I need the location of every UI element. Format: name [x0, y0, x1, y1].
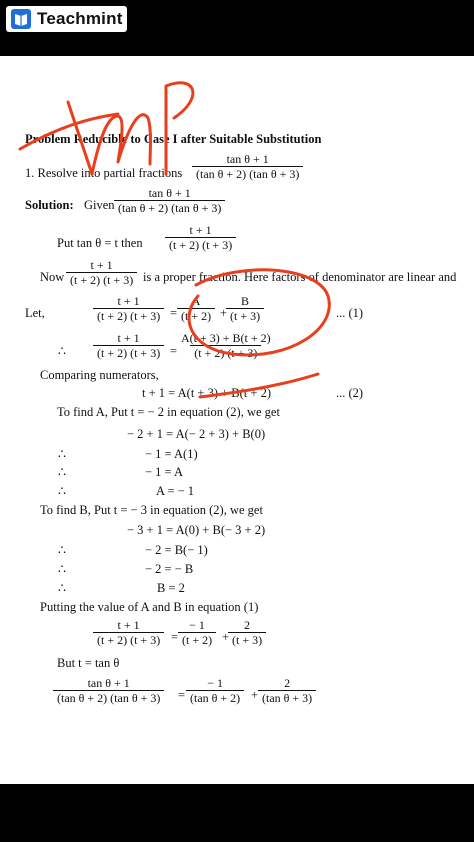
- find-a-text: To find A, Put t = − 2 in equation (2), we get: [57, 405, 280, 419]
- therefore-symbol: ∴: [58, 344, 66, 358]
- final-fraction-b: [258, 677, 316, 705]
- fraction-numerator: t + 1: [117, 331, 140, 345]
- fraction-denominator: (tan θ + 2): [186, 690, 244, 705]
- fraction-numerator: tan θ + 1: [148, 186, 191, 200]
- fraction-numerator: − 1: [207, 676, 223, 690]
- fraction-numerator: t + 1: [117, 618, 140, 632]
- therefore-symbol: ∴: [58, 562, 66, 576]
- fraction-denominator: (t + 2) (t + 3): [93, 632, 164, 647]
- substitution-text: Put tan θ = t then: [57, 236, 143, 250]
- let-fraction-a: [177, 295, 215, 323]
- therefore-symbol: ∴: [58, 543, 66, 557]
- top-bar: [0, 0, 474, 56]
- fraction-denominator: (t + 2) (t + 3): [93, 308, 164, 323]
- fraction-denominator: (tan θ + 2) (tan θ + 3): [192, 166, 303, 181]
- question-fraction: [192, 153, 303, 181]
- fraction-denominator: (t + 2) (t + 3): [165, 237, 236, 252]
- therefore-symbol: ∴: [58, 465, 66, 479]
- find-b-result: B = 2: [157, 581, 185, 595]
- document-page: [0, 56, 474, 784]
- fraction-denominator: (tan θ + 2) (tan θ + 3): [114, 200, 225, 215]
- find-a-step-2: − 1 = A(1): [145, 447, 198, 461]
- problem-title: Problem Reducible to Case I after Suitable Substitution: [25, 132, 322, 146]
- find-a-result: A = − 1: [156, 484, 195, 498]
- equals-sign: =: [170, 344, 178, 358]
- plus-sign: +: [251, 688, 259, 702]
- fraction-denominator: (t + 2) (t + 3): [66, 272, 137, 287]
- imp-letter-p: [166, 83, 193, 174]
- combined-lhs-fraction: [93, 332, 164, 360]
- result-lhs-fraction: [93, 619, 164, 647]
- fraction-numerator: A(t + 3) + B(t + 2): [181, 331, 271, 345]
- fraction-denominator: (t + 2) (t + 3): [190, 345, 261, 360]
- fraction-numerator: tan θ + 1: [226, 152, 269, 166]
- therefore-symbol: ∴: [58, 484, 66, 498]
- solution-given: Given: [84, 198, 115, 212]
- now-tail: is a proper fraction. Here factors of denominator are linear and: [143, 270, 457, 284]
- now-lead: Now: [40, 270, 65, 284]
- fraction-numerator: tan θ + 1: [87, 676, 130, 690]
- equation-2: t + 1 = A(t + 3) + B(t + 2): [142, 386, 271, 400]
- fraction-denominator: (tan θ + 3): [258, 690, 316, 705]
- fraction-numerator: − 1: [189, 618, 205, 632]
- substitution-fraction: [165, 224, 236, 252]
- solution-label: Solution:: [25, 198, 74, 212]
- fraction-denominator: (t + 3): [228, 632, 266, 647]
- find-b-step-2: − 2 = B(− 1): [145, 543, 208, 557]
- let-fraction: [93, 295, 164, 323]
- equation-tag-1: ... (1): [336, 306, 364, 320]
- plus-sign: +: [220, 306, 228, 320]
- book-icon: [11, 9, 31, 29]
- plus-sign: +: [222, 630, 230, 644]
- equals-sign: =: [178, 688, 186, 702]
- result-fraction-a: [178, 619, 216, 647]
- fraction-numerator: t + 1: [117, 294, 140, 308]
- find-b-step-1: − 3 + 1 = A(0) + B(− 3 + 2): [127, 523, 266, 537]
- find-b-step-3: − 2 = − B: [145, 562, 194, 576]
- fraction-numerator: B: [241, 294, 250, 308]
- combined-rhs-fraction: [177, 332, 275, 360]
- fraction-numerator: A: [191, 294, 201, 308]
- putting-values-text: Putting the value of A and B in equation (1): [40, 600, 259, 614]
- fraction-denominator: (tan θ + 2) (tan θ + 3): [53, 690, 164, 705]
- equals-sign: =: [170, 306, 178, 320]
- fraction-numerator: t + 1: [189, 223, 212, 237]
- fraction-denominator: (t + 3): [226, 308, 264, 323]
- fraction-numerator: 2: [284, 676, 291, 690]
- bottom-bar: [0, 784, 474, 842]
- find-b-text: To find B, Put t = − 3 in equation (2), we get: [40, 503, 263, 517]
- teachmint-logo[interactable]: [6, 6, 127, 32]
- find-a-step-1: − 2 + 1 = A(− 2 + 3) + B(0): [127, 427, 266, 441]
- find-a-step-3: − 1 = A: [145, 465, 184, 479]
- let-label: Let,: [25, 306, 45, 320]
- question-lead: 1. Resolve into partial fractions: [25, 166, 183, 180]
- let-fraction-b: [226, 295, 264, 323]
- equation-tag-2: ... (2): [336, 386, 364, 400]
- therefore-symbol: ∴: [58, 447, 66, 461]
- result-fraction-b: [228, 619, 266, 647]
- final-fraction-a: [186, 677, 244, 705]
- solution-fraction: [114, 187, 225, 215]
- now-fraction: [66, 259, 137, 287]
- fraction-denominator: (t + 2): [178, 632, 216, 647]
- therefore-symbol: ∴: [58, 581, 66, 595]
- equals-sign: =: [171, 630, 179, 644]
- fraction-denominator: (t + 2) (t + 3): [93, 345, 164, 360]
- fraction-denominator: (t + 2): [177, 308, 215, 323]
- comparing-text: Comparing numerators,: [40, 368, 159, 382]
- fraction-numerator: 2: [244, 618, 251, 632]
- fraction-numerator: t + 1: [90, 258, 113, 272]
- but-text: But t = tan θ: [57, 656, 120, 670]
- final-lhs-fraction: [53, 677, 164, 705]
- brand-name: Teachmint: [37, 9, 123, 28]
